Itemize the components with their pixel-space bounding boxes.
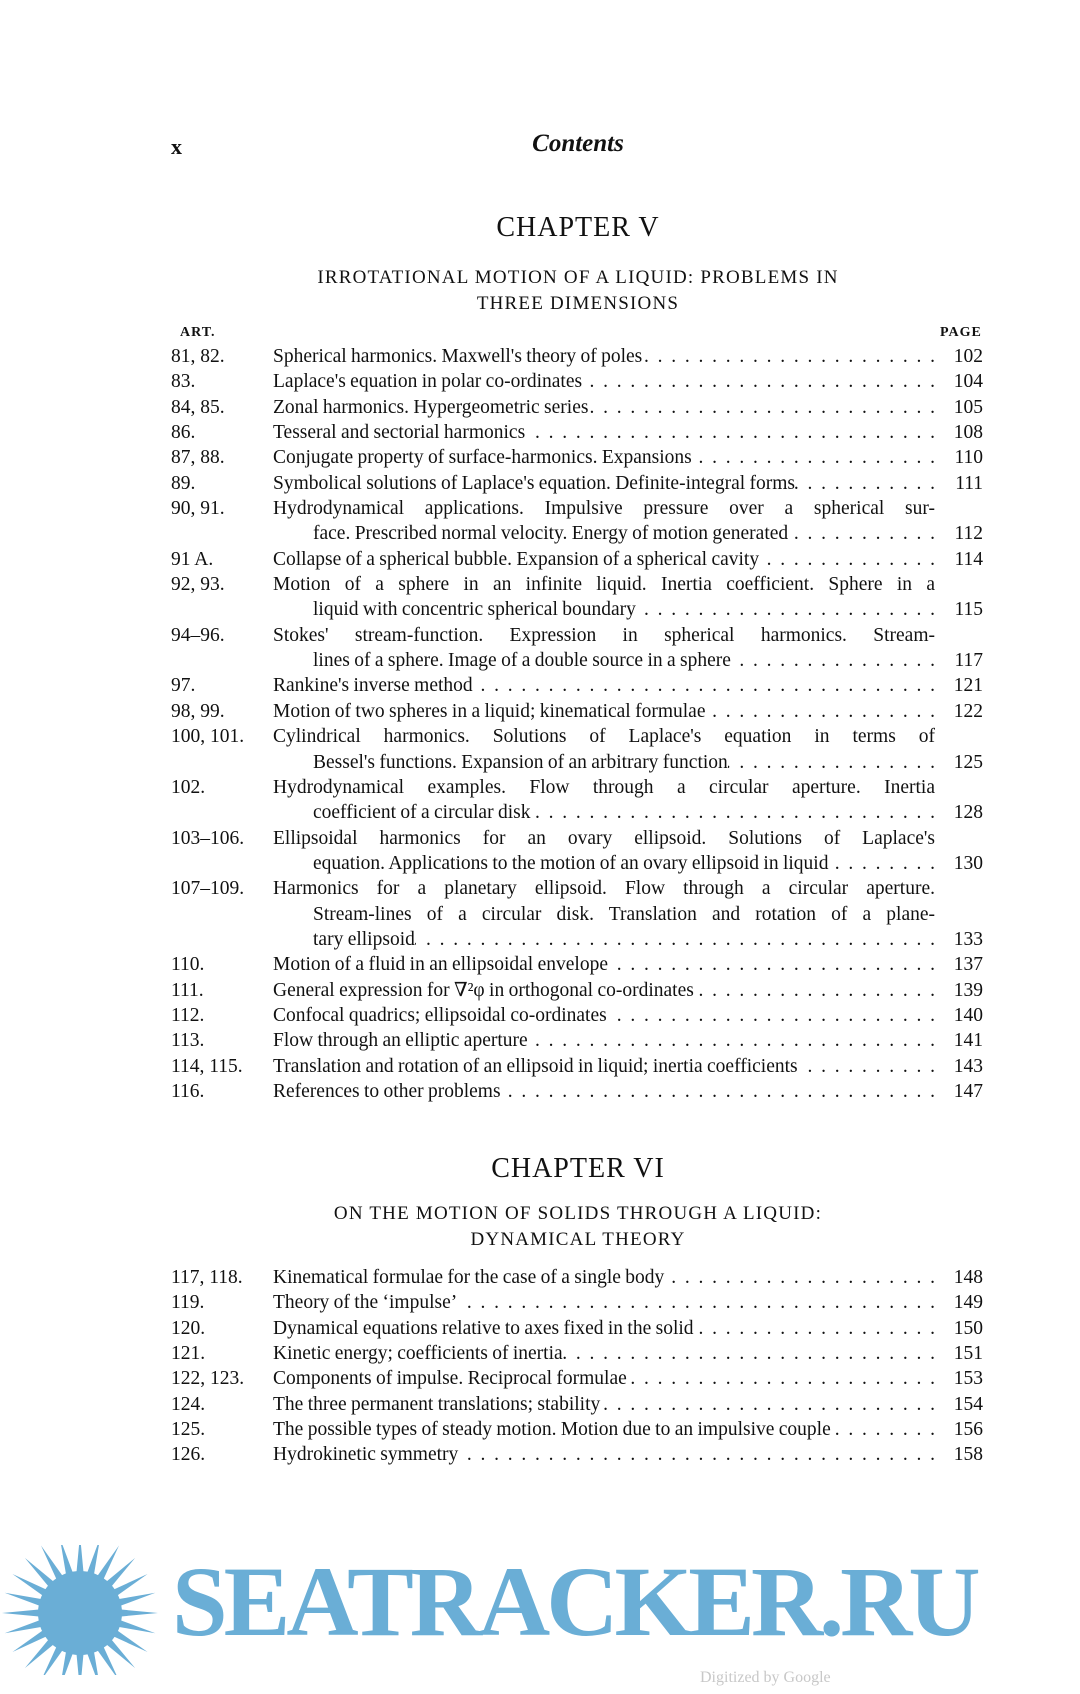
page-ref: 143 xyxy=(953,1055,983,1077)
article-number: 87, 88. xyxy=(171,447,225,469)
dot-leader xyxy=(798,1054,935,1079)
subtitle-line: IRROTATIONAL MOTION OF A LIQUID: PROBLEMS IN xyxy=(317,267,839,288)
page-ref: 105 xyxy=(953,396,983,418)
entry-title: Kinetic energy; coefficients of inertia xyxy=(273,1343,563,1365)
toc-entry xyxy=(171,445,983,470)
article-number: 86. xyxy=(171,422,196,444)
article-number: 83. xyxy=(171,371,196,393)
dot-leader xyxy=(588,395,935,420)
entry-title: Theory of the ‘impulse’ xyxy=(273,1292,458,1314)
page-ref: 102 xyxy=(953,346,983,367)
article-number: 102. xyxy=(171,776,206,798)
page-ref: 104 xyxy=(953,371,983,393)
article-number: 97. xyxy=(171,675,196,697)
entry-title: Confocal quadrics; ellipsoidal co-ordinates xyxy=(273,1004,607,1026)
entry-title: Symbolical solutions of Laplace's equation. Definite-integral forms xyxy=(273,472,796,494)
toc-line xyxy=(171,1392,983,1417)
toc-line xyxy=(171,420,983,445)
toc-line xyxy=(171,496,983,521)
entry-title: Bessel's functions. Expansion of an arbitrary function xyxy=(313,751,728,773)
entry-title: Motion of two spheres in a liquid; kinematical formulae xyxy=(273,700,706,722)
toc-entry xyxy=(171,952,983,977)
page-ref: 148 xyxy=(953,1267,983,1288)
entry-title: General expression for ∇²φ in orthogonal co-ordinates xyxy=(273,979,694,1001)
toc-line xyxy=(171,1079,983,1104)
article-number: 117, 118. xyxy=(171,1267,243,1288)
chapter-v-title: CHAPTER V xyxy=(496,212,660,243)
article-number: 116. xyxy=(171,1080,205,1102)
toc-line xyxy=(171,445,983,470)
dot-leader xyxy=(636,597,935,622)
page-ref: 115 xyxy=(954,599,983,621)
toc-line xyxy=(171,978,983,1003)
toc-line xyxy=(171,1265,983,1290)
page-ref: 153 xyxy=(953,1368,983,1390)
toc-line xyxy=(171,1366,983,1391)
dot-leader xyxy=(728,750,935,775)
sun-ray xyxy=(118,1620,156,1633)
subtitle-line: THREE DIMENSIONS xyxy=(476,292,680,314)
page-ref: 139 xyxy=(953,979,983,1001)
entry-title: Components of impulse. Reciprocal formulae xyxy=(273,1368,627,1390)
entry-title: Ellipsoidal harmonics for an ovary ellipsoid. Solutions of Laplace's xyxy=(273,827,935,849)
dot-leader xyxy=(457,1290,935,1315)
toc-entry xyxy=(171,1392,983,1417)
dot-leader xyxy=(759,547,935,572)
dot-leader xyxy=(692,445,935,470)
page-ref: 141 xyxy=(953,1030,983,1052)
toc-entry xyxy=(171,978,983,1003)
dot-leader xyxy=(530,800,935,825)
sun-ray xyxy=(87,1651,100,1675)
entry-title: Zonal harmonics. Hypergeometric series xyxy=(273,396,589,418)
dot-leader xyxy=(563,1341,935,1366)
subtitle-line: ON THE MOTION OF SOLIDS THROUGH A LIQUID: xyxy=(333,1203,823,1224)
page-ref: 125 xyxy=(953,751,983,773)
toc-entry xyxy=(171,673,983,698)
dot-leader xyxy=(458,1442,935,1467)
toc-entry xyxy=(171,1341,983,1366)
toc-entry xyxy=(171,369,983,394)
dot-leader xyxy=(828,851,935,876)
sun-ray xyxy=(76,1653,83,1675)
dot-leader xyxy=(582,369,935,394)
entry-title: Conjugate property of surface-harmonics. Expansions xyxy=(273,447,692,469)
entry-title: Harmonics for a planetary ellipsoid. Flow through a circular aperture. xyxy=(273,878,935,900)
toc-entry xyxy=(171,1054,983,1079)
article-number: 111. xyxy=(171,979,204,1001)
article-number: 81, 82. xyxy=(171,346,225,367)
article-number: 125. xyxy=(171,1419,206,1441)
toc-line xyxy=(171,1316,983,1341)
dot-leader xyxy=(607,1003,935,1028)
page-ref: 117 xyxy=(954,650,983,672)
watermark-text: SEATRACKER.RU xyxy=(172,1546,977,1657)
sun-ray xyxy=(87,1545,100,1575)
article-number: 84, 85. xyxy=(171,396,225,418)
toc-line xyxy=(171,369,983,394)
toc-entry xyxy=(171,699,983,724)
toc-line xyxy=(171,1417,983,1442)
toc-entry xyxy=(171,1079,983,1104)
toc-entry xyxy=(171,826,983,877)
entry-title: Stream-lines of a circular disk. Translation and rotation of a plane- xyxy=(313,903,935,925)
entry-title: Motion of a sphere in an infinite liquid. Inertia coefficient. Sphere in a xyxy=(273,574,935,596)
dot-leader xyxy=(501,1079,935,1104)
toc-line xyxy=(171,724,983,749)
toc-line xyxy=(171,750,983,775)
dot-leader xyxy=(600,1392,935,1417)
article-number: 120. xyxy=(171,1317,206,1339)
toc-line xyxy=(171,927,983,952)
dot-leader xyxy=(694,1316,935,1341)
toc-line xyxy=(171,521,983,546)
subtitle-line: DYNAMICAL THEORY xyxy=(470,1228,686,1250)
entry-title: References to other problems xyxy=(273,1080,501,1102)
page-ref: 147 xyxy=(953,1080,983,1102)
toc-line xyxy=(171,952,983,977)
toc-line xyxy=(171,648,983,673)
page-ref: 108 xyxy=(953,422,983,444)
sun-ray xyxy=(120,1609,158,1616)
toc-entry xyxy=(171,395,983,420)
toc-line xyxy=(171,1290,983,1315)
page-ref: 130 xyxy=(953,852,983,874)
dot-leader xyxy=(705,699,935,724)
entry-title: liquid with concentric spherical boundary xyxy=(313,599,636,621)
toc-entry xyxy=(171,471,983,496)
toc-line xyxy=(171,876,983,901)
toc-entry xyxy=(171,420,983,445)
article-number: 91 A. xyxy=(171,548,214,570)
toc-line xyxy=(171,471,983,496)
entry-title: Spherical harmonics. Maxwell's theory of poles xyxy=(273,346,643,367)
page-ref: 150 xyxy=(953,1317,983,1339)
toc-entry xyxy=(171,1265,983,1290)
entry-title: lines of a sphere. Image of a double source in a sphere xyxy=(313,650,731,672)
toc-entry xyxy=(171,1028,983,1053)
article-number: 112. xyxy=(171,1004,205,1026)
toc-line xyxy=(171,572,983,597)
toc-line xyxy=(171,1054,983,1079)
toc-entry xyxy=(171,547,983,572)
page-ref: 128 xyxy=(953,802,983,824)
article-number: 89. xyxy=(171,472,196,494)
entry-title: Cylindrical harmonics. Solutions of Laplace's equation in terms of xyxy=(273,726,935,748)
toc-line xyxy=(171,800,983,825)
toc-line xyxy=(171,623,983,648)
toc-line xyxy=(171,1028,983,1053)
entry-title: Hydrodynamical examples. Flow through a circular aperture. Inertia xyxy=(273,776,935,798)
page-ref: 114 xyxy=(954,548,983,570)
entry-title: Kinematical formulae for the case of a single body xyxy=(273,1267,665,1288)
toc-line xyxy=(171,344,983,369)
dot-leader xyxy=(642,344,935,369)
digitized-by-google: Digitized by Google xyxy=(700,1669,831,1686)
toc-line xyxy=(171,597,983,622)
page-ref: 149 xyxy=(953,1292,983,1314)
article-number: 126. xyxy=(171,1444,206,1466)
article-number: 107–109. xyxy=(171,878,245,900)
article-number: 119. xyxy=(171,1292,205,1314)
page-ref: 112 xyxy=(954,523,983,545)
article-number: 90, 91. xyxy=(171,498,225,520)
entry-title: Dynamical equations relative to axes fixed in the solid xyxy=(273,1317,694,1339)
entry-title: Stokes' stream-function. Expression in spherical harmonics. Stream- xyxy=(273,624,935,646)
entry-title: The possible types of steady motion. Motion due to an impulsive couple xyxy=(273,1419,831,1441)
chapter-vi-title: CHAPTER VI xyxy=(491,1153,665,1184)
toc-entry xyxy=(171,775,983,826)
toc-line xyxy=(171,699,983,724)
toc-line xyxy=(171,1341,983,1366)
art-column-header: ART. xyxy=(180,325,216,340)
chapter-v-subtitle xyxy=(200,265,956,316)
toc-entry xyxy=(171,344,983,369)
page-ref: 140 xyxy=(953,1004,983,1026)
article-number: 103–106. xyxy=(171,827,245,849)
article-number: 114, 115. xyxy=(171,1055,243,1077)
article-number: 100, 101. xyxy=(171,726,245,748)
article-number: 122, 123. xyxy=(171,1368,245,1390)
dot-leader xyxy=(525,420,935,445)
article-number: 110. xyxy=(171,954,205,976)
entry-title: Laplace's equation in polar co-ordinates xyxy=(273,371,583,393)
toc-line xyxy=(171,395,983,420)
article-number: 124. xyxy=(171,1393,206,1415)
page-ref: 122 xyxy=(953,700,983,722)
entry-title: coefficient of a circular disk xyxy=(313,802,531,824)
toc-line xyxy=(171,902,983,927)
toc-line xyxy=(171,1003,983,1028)
entry-title: Rankine's inverse method xyxy=(273,675,473,697)
dot-leader xyxy=(831,1417,935,1442)
dot-leader xyxy=(415,927,935,952)
toc-entry xyxy=(171,1003,983,1028)
page-number: x xyxy=(171,134,182,159)
page-ref: 158 xyxy=(953,1444,983,1466)
toc-entry xyxy=(171,876,983,952)
page-ref: 137 xyxy=(953,954,983,976)
sun-ray xyxy=(5,1593,43,1606)
toc-entry xyxy=(171,496,983,547)
sun-ray xyxy=(76,1545,83,1573)
article-number: 98, 99. xyxy=(171,700,225,722)
chapter-v-contents xyxy=(171,344,983,1104)
entry-title: The three permanent translations; stability xyxy=(273,1393,601,1415)
page-column-header: PAGE xyxy=(940,325,982,340)
page-ref: 154 xyxy=(953,1393,983,1415)
dot-leader xyxy=(627,1366,935,1391)
toc-line xyxy=(171,826,983,851)
chapter-vi-subtitle xyxy=(200,1201,956,1252)
toc-entry xyxy=(171,623,983,674)
toc-entry xyxy=(171,1290,983,1315)
page-ref: 156 xyxy=(953,1419,983,1441)
sun-ray xyxy=(60,1651,73,1675)
toc-entry xyxy=(171,724,983,775)
entry-title: tary ellipsoid xyxy=(313,928,415,950)
toc-entry xyxy=(171,572,983,623)
dot-leader xyxy=(664,1265,935,1290)
entry-title: Motion of a fluid in an ellipsoidal envelope xyxy=(273,954,608,976)
entry-title: Collapse of a spherical bubble. Expansion of a spherical cavity xyxy=(273,548,760,570)
toc-line xyxy=(171,547,983,572)
dot-leader xyxy=(731,648,935,673)
page-ref: 151 xyxy=(953,1343,983,1365)
dot-leader xyxy=(473,673,935,698)
toc-entry xyxy=(171,1366,983,1391)
sun-ray xyxy=(5,1620,43,1633)
sun-ray xyxy=(60,1545,73,1575)
sun-ray xyxy=(2,1609,40,1616)
dot-leader xyxy=(788,521,935,546)
entry-title: Hydrokinetic symmetry xyxy=(273,1444,459,1466)
toc-entry xyxy=(171,1316,983,1341)
toc-line xyxy=(171,1442,983,1467)
toc-entry xyxy=(171,1442,983,1467)
dot-leader xyxy=(694,978,935,1003)
page-ref: 133 xyxy=(953,928,983,950)
page-ref: 111 xyxy=(955,472,983,494)
page-ref: 110 xyxy=(954,447,983,469)
toc-entry xyxy=(171,1417,983,1442)
dot-leader xyxy=(608,952,935,977)
entry-title: Translation and rotation of an ellipsoid in liquid; inertia coefficients xyxy=(273,1055,798,1077)
chapter-vi-contents xyxy=(171,1265,983,1468)
entry-title: Flow through an elliptic aperture xyxy=(273,1030,528,1052)
article-number: 94–96. xyxy=(171,624,225,646)
sun-ray xyxy=(118,1593,156,1606)
toc-line xyxy=(171,851,983,876)
toc-line xyxy=(171,673,983,698)
running-title: Contents xyxy=(532,130,624,157)
page-ref: 121 xyxy=(953,675,983,697)
entry-title: Tesseral and sectorial harmonics xyxy=(273,422,526,444)
entry-title: Hydrodynamical applications. Impulsive pressure over a spherical sur- xyxy=(273,498,935,520)
toc-line xyxy=(171,775,983,800)
entry-title: equation. Applications to the motion of an ovary ellipsoid in liquid xyxy=(313,852,829,874)
entry-title: face. Prescribed normal velocity. Energy of motion generated xyxy=(313,523,789,545)
article-number: 121. xyxy=(171,1343,206,1365)
article-number: 113. xyxy=(171,1030,205,1052)
dot-leader xyxy=(795,471,935,496)
article-number: 92, 93. xyxy=(171,574,225,596)
dot-leader xyxy=(528,1028,935,1053)
